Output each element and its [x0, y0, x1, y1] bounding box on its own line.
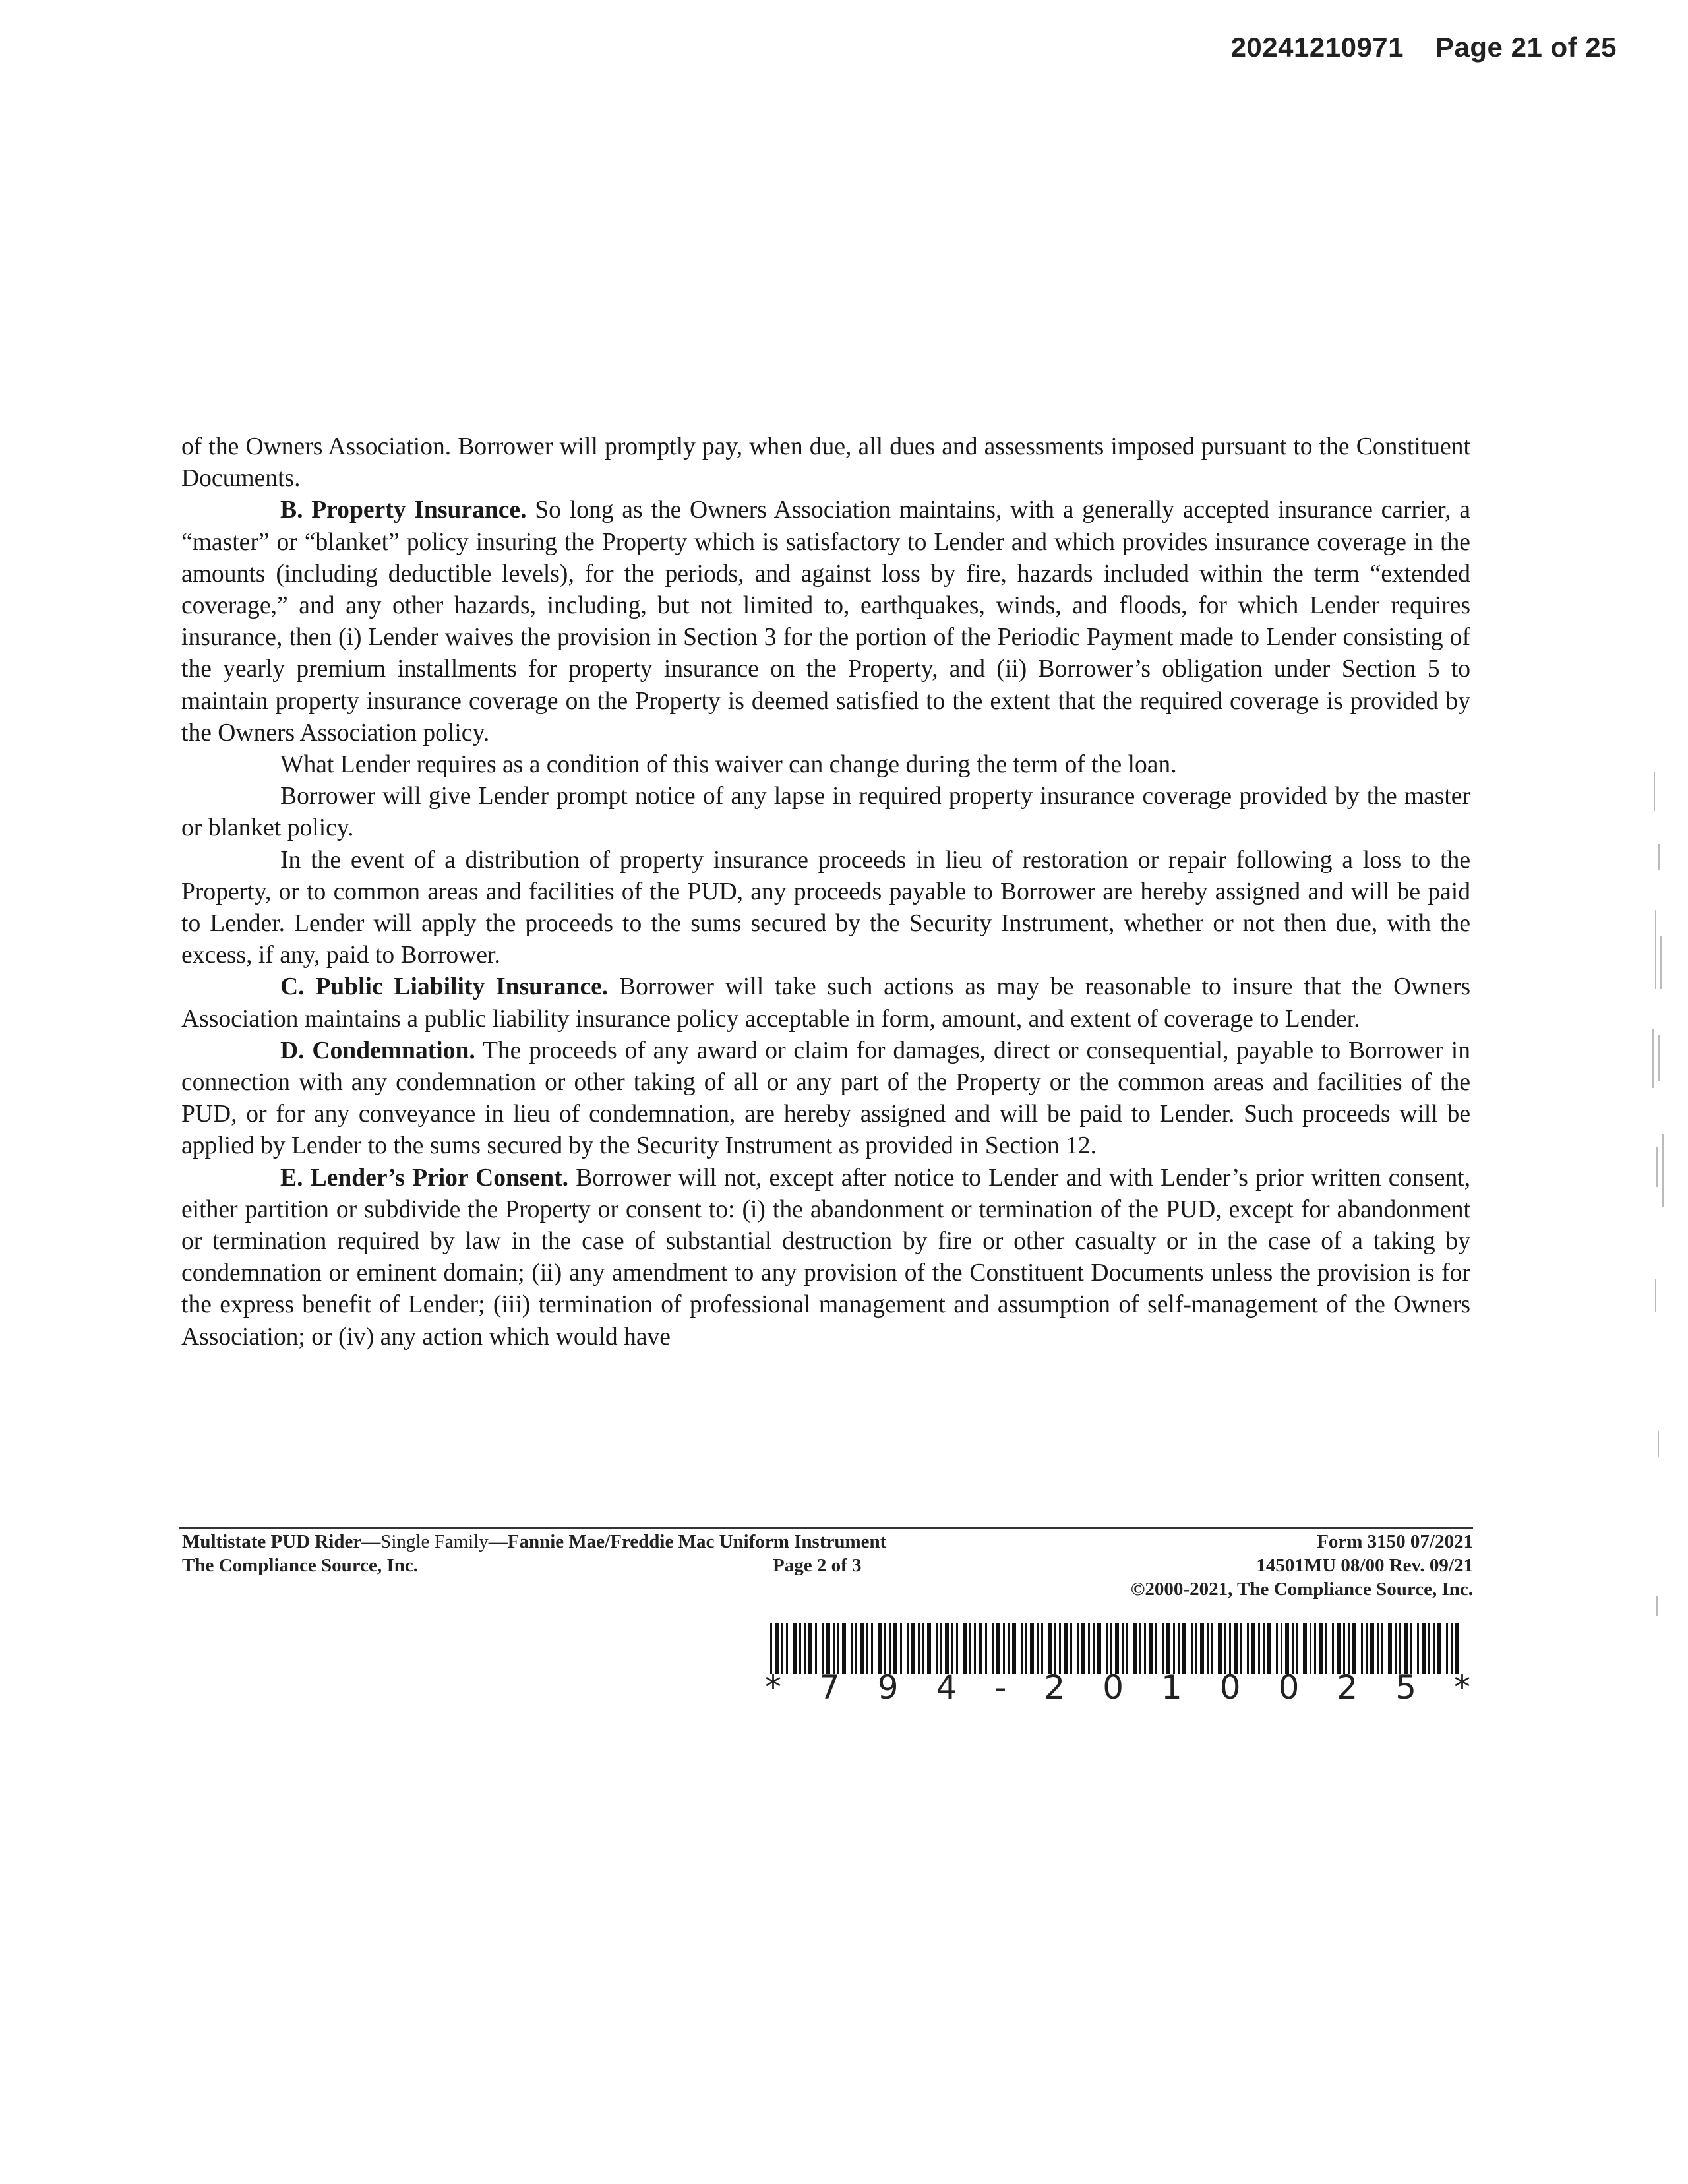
barcode-bar — [1182, 1623, 1186, 1674]
barcode-bar — [1139, 1623, 1141, 1674]
barcode-bar — [1041, 1623, 1043, 1674]
barcode — [770, 1623, 1464, 1674]
barcode-bar — [808, 1623, 812, 1674]
barcode-bar — [1404, 1623, 1408, 1674]
form-revision: 14501MU 08/00 Rev. 09/21 — [1256, 1555, 1473, 1576]
barcode-bar — [1370, 1623, 1374, 1674]
barcode-bar — [1433, 1623, 1435, 1674]
barcode-bar — [907, 1623, 909, 1674]
barcode-bar — [951, 1623, 953, 1674]
barcode-char: 9 — [877, 1668, 899, 1707]
section-d-condemnation — [181, 1035, 1470, 1163]
barcode-bar — [871, 1623, 873, 1674]
barcode-bar — [1281, 1623, 1282, 1674]
barcode-bar — [851, 1623, 853, 1674]
barcode-bar — [1310, 1623, 1311, 1674]
barcode-bar — [1097, 1623, 1101, 1674]
barcode-bar — [1410, 1623, 1412, 1674]
barcode-bar — [1003, 1623, 1005, 1674]
barcode-char: 7 — [818, 1668, 840, 1707]
barcode-char: 0 — [1278, 1668, 1300, 1707]
barcode-bar — [884, 1623, 886, 1674]
barcode-bar — [1446, 1623, 1448, 1674]
barcode-bar — [1352, 1623, 1356, 1674]
barcode-bar — [1422, 1623, 1426, 1674]
paragraph-waiver: What Lender requires as a condition of this waiver can change during the term of the loan. — [280, 751, 1177, 779]
barcode-bar — [1437, 1623, 1441, 1674]
section-e-text: Borrower will not, except after notice to Lender and with Lender’s prior written consent, either partition or subdivide the Property or consent to: (i) the abandonment or termination of the PUD, except for abandonment or termination required by law in the case of substantial destruction by fire or other casualty or in the case of a taking by condemnation or eminent domain; (ii) any amendment to any provision of the Constituent Documents unless the provision is for the express benefit of Lender; (iii) termination of professional management and assumption of self-management of the Owners Association; or (iv) any action which would have — [181, 1164, 1470, 1350]
barcode-bar — [1200, 1623, 1204, 1674]
barcode-bar — [1361, 1623, 1363, 1674]
barcode-bar — [936, 1623, 938, 1674]
barcode-bar — [1285, 1623, 1289, 1674]
barcode-bar — [1191, 1623, 1193, 1674]
paragraph-distribution: In the event of a distribution of property insurance proceeds in lieu of restoration or repair following a loss to the Property, or to common areas and facilities of the PUD, any proceeds payable to Borrower are hereby assigned and will be paid to Lender. Lender will apply the proceeds to the sums secured by the Security Instrument, whether or not then due, with the excess, if any, paid to Borrower. — [181, 846, 1470, 969]
barcode-bar — [1162, 1623, 1164, 1674]
barcode-bar — [1025, 1623, 1027, 1674]
barcode-bar — [799, 1623, 801, 1674]
barcode-bar — [1417, 1623, 1419, 1674]
barcode-bar — [878, 1623, 882, 1674]
barcode-bar — [1110, 1623, 1112, 1674]
barcode-bar — [793, 1623, 797, 1674]
barcode-bar — [1251, 1623, 1255, 1674]
barcode-bar — [893, 1623, 897, 1674]
barcode-char: 2 — [1337, 1668, 1358, 1707]
barcode-bar — [1178, 1623, 1180, 1674]
barcode-bar — [1296, 1623, 1298, 1674]
section-e-prior-consent — [181, 1163, 1470, 1353]
barcode-bar — [1399, 1623, 1401, 1674]
barcode-bar — [822, 1623, 824, 1674]
barcode-bar — [1093, 1623, 1095, 1674]
barcode-bar — [1224, 1623, 1226, 1674]
page-label: Page 21 of 25 — [1435, 32, 1617, 63]
barcode-bar — [1077, 1623, 1079, 1674]
barcode-bar — [1054, 1623, 1056, 1674]
barcode-bar — [833, 1623, 835, 1674]
barcode-bar — [1395, 1623, 1397, 1674]
barcode-bar — [1337, 1623, 1341, 1674]
barcode-bar — [963, 1623, 967, 1674]
section-d-heading: D. Condemnation. — [280, 1037, 475, 1064]
barcode-bar — [1064, 1623, 1068, 1674]
barcode-bar — [837, 1623, 839, 1674]
barcode-bar — [1451, 1623, 1453, 1674]
barcode-bar — [1144, 1623, 1146, 1674]
barcode-bar — [804, 1623, 806, 1674]
barcode-bar — [1207, 1623, 1209, 1674]
barcode-bar — [985, 1623, 987, 1674]
form-number: Form 3150 07/2021 — [1317, 1531, 1473, 1552]
section-b-property-insurance — [181, 495, 1470, 749]
barcode-bar — [1276, 1623, 1278, 1674]
section-c-text: Borrower will take such actions as may be reasonable to insure that the Owners Association maintains a public liability insurance policy acceptable in form, amount, and extent of coverage to Lender. — [181, 973, 1470, 1033]
barcode-bar — [918, 1623, 920, 1674]
barcode-char: * — [1453, 1668, 1470, 1707]
barcode-bar — [1133, 1623, 1137, 1674]
barcode-bar — [1115, 1623, 1119, 1674]
barcode-bar — [1195, 1623, 1197, 1674]
form-title-uniform: Fannie Mae/Freddie Mac Uniform Instrument — [507, 1531, 887, 1552]
footer-company: The Compliance Source, Inc. — [182, 1555, 418, 1576]
barcode-bar — [1292, 1623, 1294, 1674]
barcode-bar — [1325, 1623, 1327, 1674]
barcode-char: 1 — [1161, 1668, 1182, 1707]
barcode-bar — [1008, 1623, 1010, 1674]
form-title-main: Multistate PUD Rider — [182, 1531, 362, 1552]
barcode-char: - — [994, 1668, 1007, 1707]
barcode-bar — [786, 1623, 788, 1674]
barcode-bar — [1267, 1623, 1271, 1674]
barcode-bar — [781, 1623, 783, 1674]
barcode-bar — [842, 1623, 846, 1674]
barcode-bar — [1348, 1623, 1350, 1674]
barcode-bar — [1388, 1623, 1392, 1674]
section-b-heading: B. Property Insurance. — [280, 497, 527, 524]
barcode-bar — [945, 1623, 949, 1674]
barcode-bar — [1122, 1623, 1124, 1674]
barcode-bar — [855, 1623, 857, 1674]
paragraph-owners-association: of the Owners Association. Borrower will promptly pay, when due, all dues and assessments imposed pursuant to the Constituent Documents. — [181, 433, 1470, 493]
barcode-bar — [1343, 1623, 1345, 1674]
barcode-bar — [775, 1623, 779, 1674]
barcode-caption — [765, 1668, 1470, 1707]
barcode-bar — [1332, 1623, 1334, 1674]
paragraph-lapse-notice: Borrower will give Lender prompt notice of any lapse in required property insurance coverage provided by the master or blanket policy. — [181, 783, 1470, 842]
barcode-bar — [1211, 1623, 1213, 1674]
barcode-bar — [1173, 1623, 1175, 1674]
barcode-bar — [1381, 1623, 1383, 1674]
footer-divider — [179, 1527, 1473, 1529]
barcode-bar — [1149, 1623, 1153, 1674]
form-title — [182, 1530, 886, 1554]
barcode-bar — [974, 1623, 976, 1674]
barcode-bar — [1303, 1623, 1307, 1674]
barcode-bar — [1106, 1623, 1108, 1674]
barcode-bar — [826, 1623, 830, 1674]
barcode-bar — [979, 1623, 982, 1674]
barcode-bar — [1021, 1623, 1023, 1674]
footer-page: Page 2 of 3 — [773, 1555, 862, 1576]
barcode-bar — [996, 1623, 1000, 1674]
barcode-bar — [992, 1623, 994, 1674]
form-title-family: —Single Family— — [361, 1531, 508, 1552]
barcode-bar — [1081, 1623, 1085, 1674]
barcode-bar — [1240, 1623, 1242, 1674]
barcode-char: 4 — [936, 1668, 957, 1707]
barcode-bar — [956, 1623, 958, 1674]
barcode-bar — [1428, 1623, 1430, 1674]
barcode-bar — [900, 1623, 902, 1674]
barcode-char: 5 — [1395, 1668, 1416, 1707]
barcode-bar — [1059, 1623, 1061, 1674]
section-b-text: So long as the Owners Association maintains, with a generally accepted insurance carrier, a “master” or “blanket” policy insuring the Property which is satisfactory to Lender and which provides insurance coverage in the amounts (including deductible levels), for the periods, and against loss by fire, hazards included within the term “extended coverage,” and any other hazards, including, but not limited to, earthquakes, winds, and floods, for which Lender requires insurance, then (i) Lender waives the provision in Section 3 for the portion of the Periodic Payment made to Lender consisting of the yearly premium installments for property insurance on the Property, and (ii) Borrower’s obligation under Section 5 to maintain property insurance coverage on the Property is deemed satisfied to the extent that the required coverage is provided by the Owners Association policy. — [181, 497, 1471, 746]
barcode-bar — [1070, 1623, 1072, 1674]
barcode-bar — [922, 1623, 924, 1674]
barcode-bar — [1234, 1623, 1238, 1674]
barcode-bar — [1247, 1623, 1249, 1674]
barcode-bar — [1037, 1623, 1039, 1674]
footer-right — [1131, 1530, 1473, 1601]
barcode-bar — [1455, 1623, 1459, 1674]
section-e-heading: E. Lender’s Prior Consent. — [280, 1164, 569, 1192]
barcode-bar — [1012, 1623, 1016, 1674]
barcode-bar — [1319, 1623, 1323, 1674]
barcode-bar — [889, 1623, 891, 1674]
barcode-bar — [1088, 1623, 1090, 1674]
barcode-bar — [927, 1623, 931, 1674]
barcode-bar — [1155, 1623, 1157, 1674]
section-d-text: The proceeds of any award or claim for damages, direct or consequential, payable to Borrower in connection with any condemnation or other taking of all or any part of the Property or the common areas and facilities of the PUD, or for any conveyance in lieu of condemnation, are hereby assigned and will be paid to Lender. Such proceeds will be applied by Lender to the sums secured by the Security Instrument as provided in Section 12. — [181, 1037, 1471, 1160]
barcode-bar — [770, 1623, 772, 1674]
barcode-bar — [1218, 1623, 1222, 1674]
barcode-bar — [815, 1623, 817, 1674]
barcode-bar — [1229, 1623, 1231, 1674]
barcode-bar — [969, 1623, 971, 1674]
document-number: 20241210971 — [1230, 32, 1404, 63]
barcode-bar — [1366, 1623, 1368, 1674]
barcode-bar — [911, 1623, 915, 1674]
barcode-bar — [940, 1623, 942, 1674]
barcode-bar — [860, 1623, 864, 1674]
section-c-public-liability — [181, 971, 1470, 1035]
barcode-bar — [866, 1623, 868, 1674]
barcode-bar — [1377, 1623, 1379, 1674]
document-body — [181, 431, 1470, 1353]
barcode-bar — [1048, 1623, 1052, 1674]
barcode-bar — [1258, 1623, 1260, 1674]
barcode-char: 2 — [1044, 1668, 1066, 1707]
document-header — [1231, 32, 1617, 63]
barcode-bar — [1314, 1623, 1316, 1674]
section-c-heading: C. Public Liability Insurance. — [280, 973, 609, 1001]
scan-edge-marks — [1648, 343, 1675, 1794]
footer-copyright: ©2000-2021, The Compliance Source, Inc. — [1130, 1579, 1473, 1600]
barcode-char: * — [765, 1668, 781, 1707]
barcode-bar — [1263, 1623, 1265, 1674]
barcode-bar — [1126, 1623, 1128, 1674]
barcode-char: 0 — [1102, 1668, 1124, 1707]
barcode-bar — [1030, 1623, 1034, 1674]
barcode-char: 0 — [1219, 1668, 1241, 1707]
barcode-bar — [1166, 1623, 1170, 1674]
